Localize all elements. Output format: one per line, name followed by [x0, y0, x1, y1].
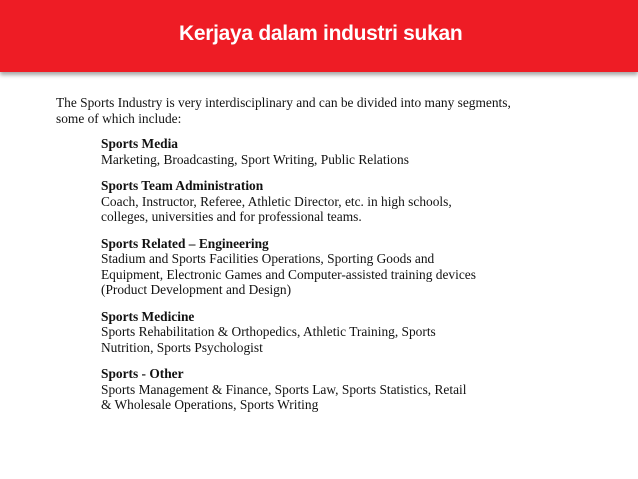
title-bar: [0, 0, 638, 72]
segment-description: Equipment, Electronic Games and Computer-assisted training devices: [101, 266, 476, 282]
segment-description: Marketing, Broadcasting, Sport Writing, Public Relations: [101, 151, 409, 167]
segment-description: & Wholesale Operations, Sports Writing: [101, 397, 319, 412]
intro-paragraph: [56, 95, 616, 126]
segment-sports-media: [101, 136, 616, 167]
segment-description: colleges, universities and for professional teams.: [101, 209, 362, 224]
segment-description: Sports Rehabilitation & Orthopedics, Athletic Training, Sports: [101, 324, 436, 339]
segment-description: (Product Development and Design): [101, 282, 292, 297]
segment-sports-engineering: [101, 236, 616, 298]
segment-title: Sports Media: [101, 136, 178, 151]
segment-sports-medicine: [101, 309, 616, 356]
slide-title: Kerjaya dalam industri sukan: [179, 22, 463, 45]
segment-list: [56, 136, 616, 413]
segment-description: Sports Management & Finance, Sports Law, Sports Statistics, Retail: [101, 381, 467, 397]
segment-sports-other: [101, 366, 616, 413]
segment-sports-team-administration: [101, 178, 616, 225]
intro-line: The Sports Industry is very interdisciplinary and can be divided into many segments,: [56, 95, 511, 110]
segment-description: Stadium and Sports Facilities Operations, Sporting Goods and: [101, 251, 435, 266]
slide-content: [56, 95, 616, 424]
segment-description: Nutrition, Sports Psychologist: [101, 339, 263, 355]
segment-title: Sports - Other: [101, 366, 184, 381]
intro-line: some of which include:: [56, 110, 182, 126]
segment-title: Sports Related – Engineering: [101, 235, 269, 251]
segment-title: Sports Medicine: [101, 308, 195, 324]
segment-description: Coach, Instructor, Referee, Athletic Director, etc. in high schools,: [101, 193, 452, 209]
segment-title: Sports Team Administration: [101, 178, 264, 193]
